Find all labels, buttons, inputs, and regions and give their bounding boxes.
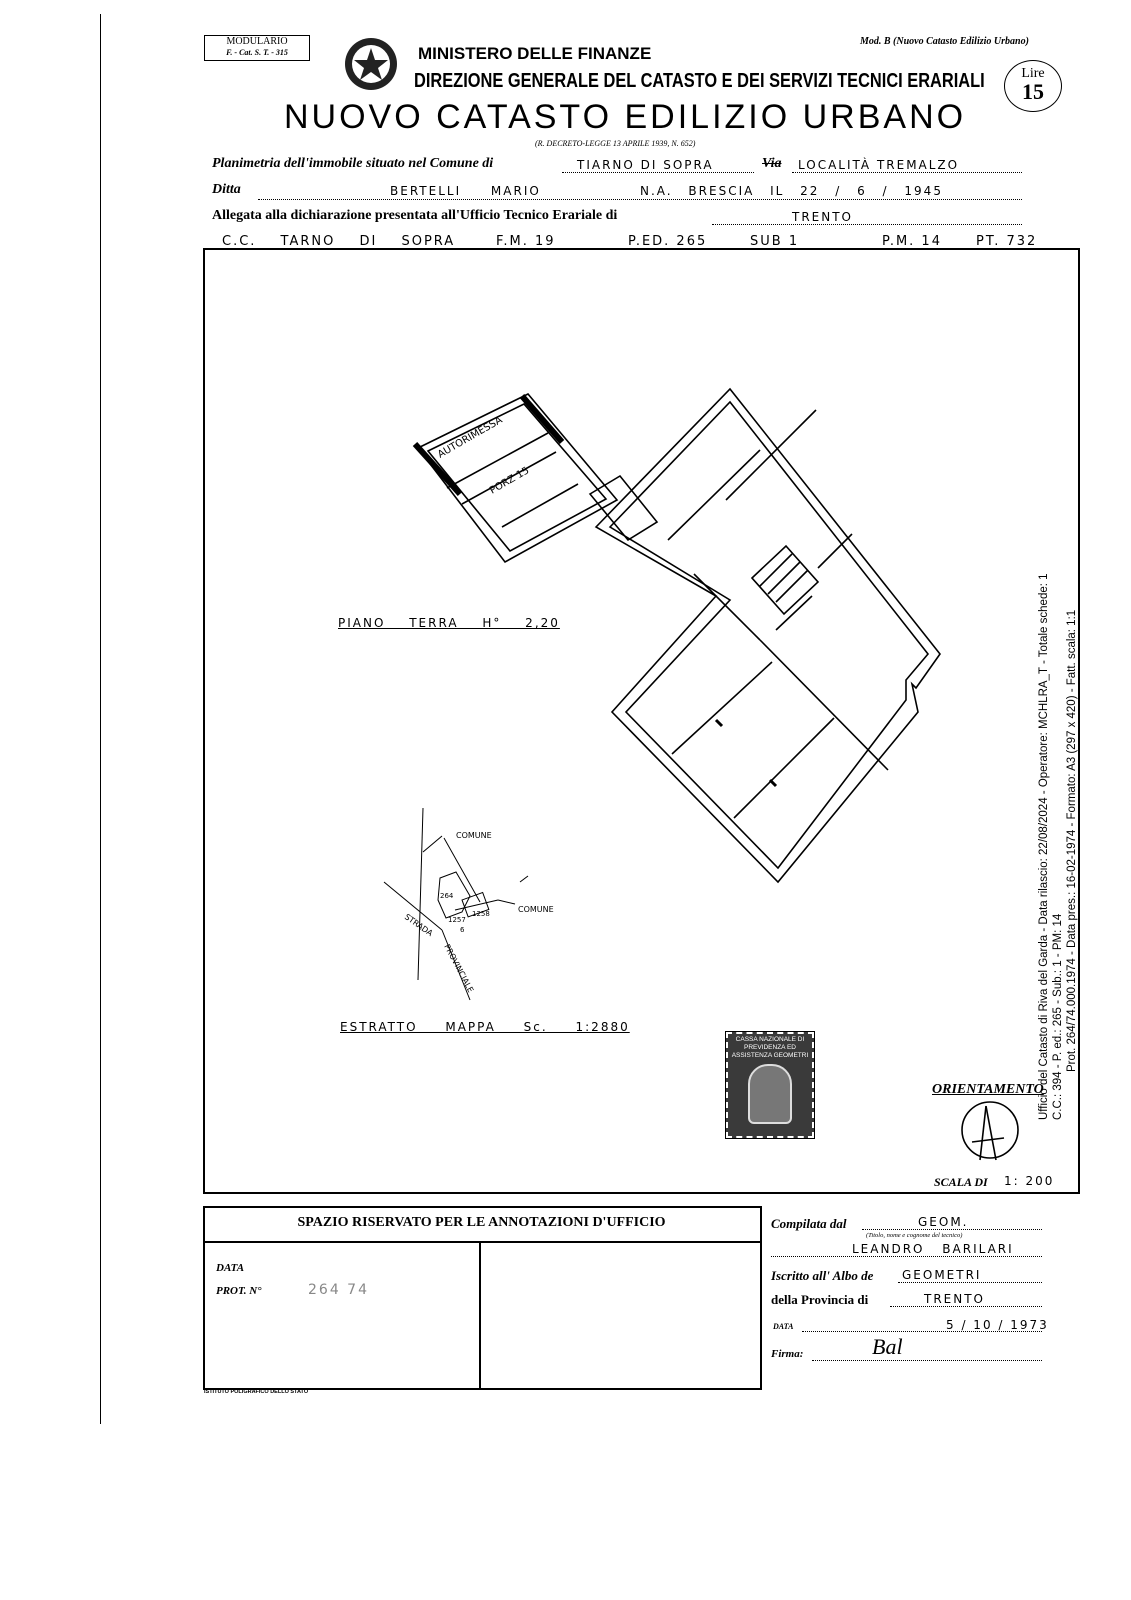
allegata-label: Allegata alla dichiarazione presentata all'Ufficio Tecnico Erariale di [212, 208, 618, 223]
side-text-2: C.C.: 394 - P. ed.: 265 - Sub.: 1 - PM: 14 [1052, 913, 1064, 1120]
annotations-col-divider [479, 1241, 481, 1388]
mod-b-label: Mod. B (Nuovo Catasto Edilizio Urbano) [860, 36, 1029, 47]
main-building [596, 389, 940, 882]
lire-label: Lire [1021, 66, 1045, 81]
prot-value: 264 74 [308, 1282, 369, 1298]
direzione-title: DIREZIONE GENERALE DEL CATASTO E DEI SERVIZI TECNICI ERARIALI [414, 70, 985, 92]
map-provinciale: PROVINCIALE [442, 942, 476, 994]
revenue-stamp [726, 1032, 814, 1138]
map-comune-2: COMUNE [518, 905, 554, 914]
side-text-3: Prot. 264/74.000.1974 - Data pres.: 16-02-1974 - Formato: A3 (297 x 420) - Fatt. scala: 1:1 [1066, 609, 1078, 1072]
ditta-birth: N.A. BRESCIA IL 22 / 6 / 1945 [640, 184, 943, 198]
spazio-title: SPAZIO RISERVATO PER LE ANNOTAZIONI D'UFFICIO [297, 1215, 666, 1230]
stamp-top-text: CASSA NAZIONALE DI PREVIDENZA ED ASSISTENZA GEOMETRI [731, 1036, 809, 1059]
tecnico-value: LEANDRO BARILARI [852, 1242, 1014, 1256]
side-text-1: Ufficio del Catasto di Riva del Garda - Data rilascio: 22/08/2024 - Operatore: MCHLRA_T - Totale schede: 1 [1038, 573, 1050, 1120]
annotations-box [203, 1206, 762, 1390]
comune-value: TIARNO DI SOPRA [577, 158, 714, 172]
parcel-b: 1257 [448, 916, 466, 924]
sub-value: SUB 1 [750, 234, 800, 249]
map-comune-1: COMUNE [456, 831, 492, 840]
autorimessa-label: AUTORIMESSA [436, 414, 505, 461]
pt-value: PT. 732 [976, 234, 1038, 249]
pm-value: P.M. 14 [882, 234, 942, 249]
via-value: LOCALITÀ TREMALZO [798, 158, 960, 172]
annotations-header-divider [203, 1241, 760, 1243]
decree-note: (R. DECRETO-LEGGE 13 APRILE 1939, N. 652) [535, 139, 696, 148]
data-label: DATA [216, 1262, 245, 1274]
compilata-note: (Titolo, nome e cognome del tecnico) [866, 1232, 963, 1239]
modulario-label: MODULARIO [226, 36, 288, 47]
parcel-a: 264 [440, 892, 454, 900]
data2-value: 5 / 10 / 1973 [946, 1318, 1049, 1332]
fm-value: F.M. 19 [496, 234, 556, 249]
ditta-name: BERTELLI MARIO [390, 184, 541, 198]
via-label: Via [762, 156, 782, 171]
cc-value: C.C. TARNO DI SOPRA [222, 234, 456, 249]
modulario-code: F. - Cat. S. T. - 315 [226, 48, 288, 57]
tecnico-line [771, 1256, 1042, 1257]
iscritto-label: Iscritto all' Albo de [771, 1268, 874, 1283]
parcel-d: 1258 [472, 910, 490, 918]
planimetria-label: Planimetria dell'immobile situato nel Comune di [212, 156, 494, 171]
compilata-value: GEOM. [918, 1215, 969, 1229]
firma-label: Firma: [771, 1348, 804, 1360]
ditta-label: Ditta [212, 182, 241, 197]
istituto-label: ISTITUTO POLIGRAFICO DELLO STATO [204, 1389, 309, 1395]
allegata-value: TRENTO [792, 210, 854, 224]
porz-label: PORZ 15 [488, 465, 532, 497]
provincia-label: della Provincia di [771, 1292, 869, 1307]
lire-value: 15 [1022, 79, 1044, 104]
scala-label: SCALA DI [934, 1175, 988, 1189]
stamp-portrait [748, 1064, 792, 1124]
compilata-line [862, 1229, 1042, 1230]
prot-label: PROT. N° [216, 1285, 262, 1297]
scala-value: 1: 200 [1004, 1174, 1055, 1188]
data2-label: DATA [773, 1322, 794, 1331]
provincia-value: TRENTO [924, 1292, 986, 1306]
provincia-line [890, 1306, 1042, 1307]
firma-line [812, 1360, 1042, 1361]
iscritto-line [898, 1282, 1042, 1283]
parcel-c: 6 [460, 926, 465, 934]
page-title: NUOVO CATASTO EDILIZIO URBANO [284, 98, 967, 136]
estratto-mappa-label: ESTRATTO MAPPA Sc. 1:2880 [340, 1020, 630, 1034]
map-strada: STRADA [402, 912, 435, 939]
orientamento-icon [962, 1102, 1018, 1160]
orientamento-label: ORIENTAMENTO [932, 1082, 1044, 1097]
piano-terra-label: PIANO TERRA H° 2,20 [338, 616, 560, 630]
firma-signature: Bal [872, 1334, 903, 1359]
compilata-label: Compilata dal [771, 1216, 847, 1231]
ministry-title: MINISTERO DELLE FINANZE [418, 44, 652, 63]
ped-value: P.ED. 265 [628, 234, 708, 249]
iscritto-value: GEOMETRI [902, 1268, 982, 1282]
